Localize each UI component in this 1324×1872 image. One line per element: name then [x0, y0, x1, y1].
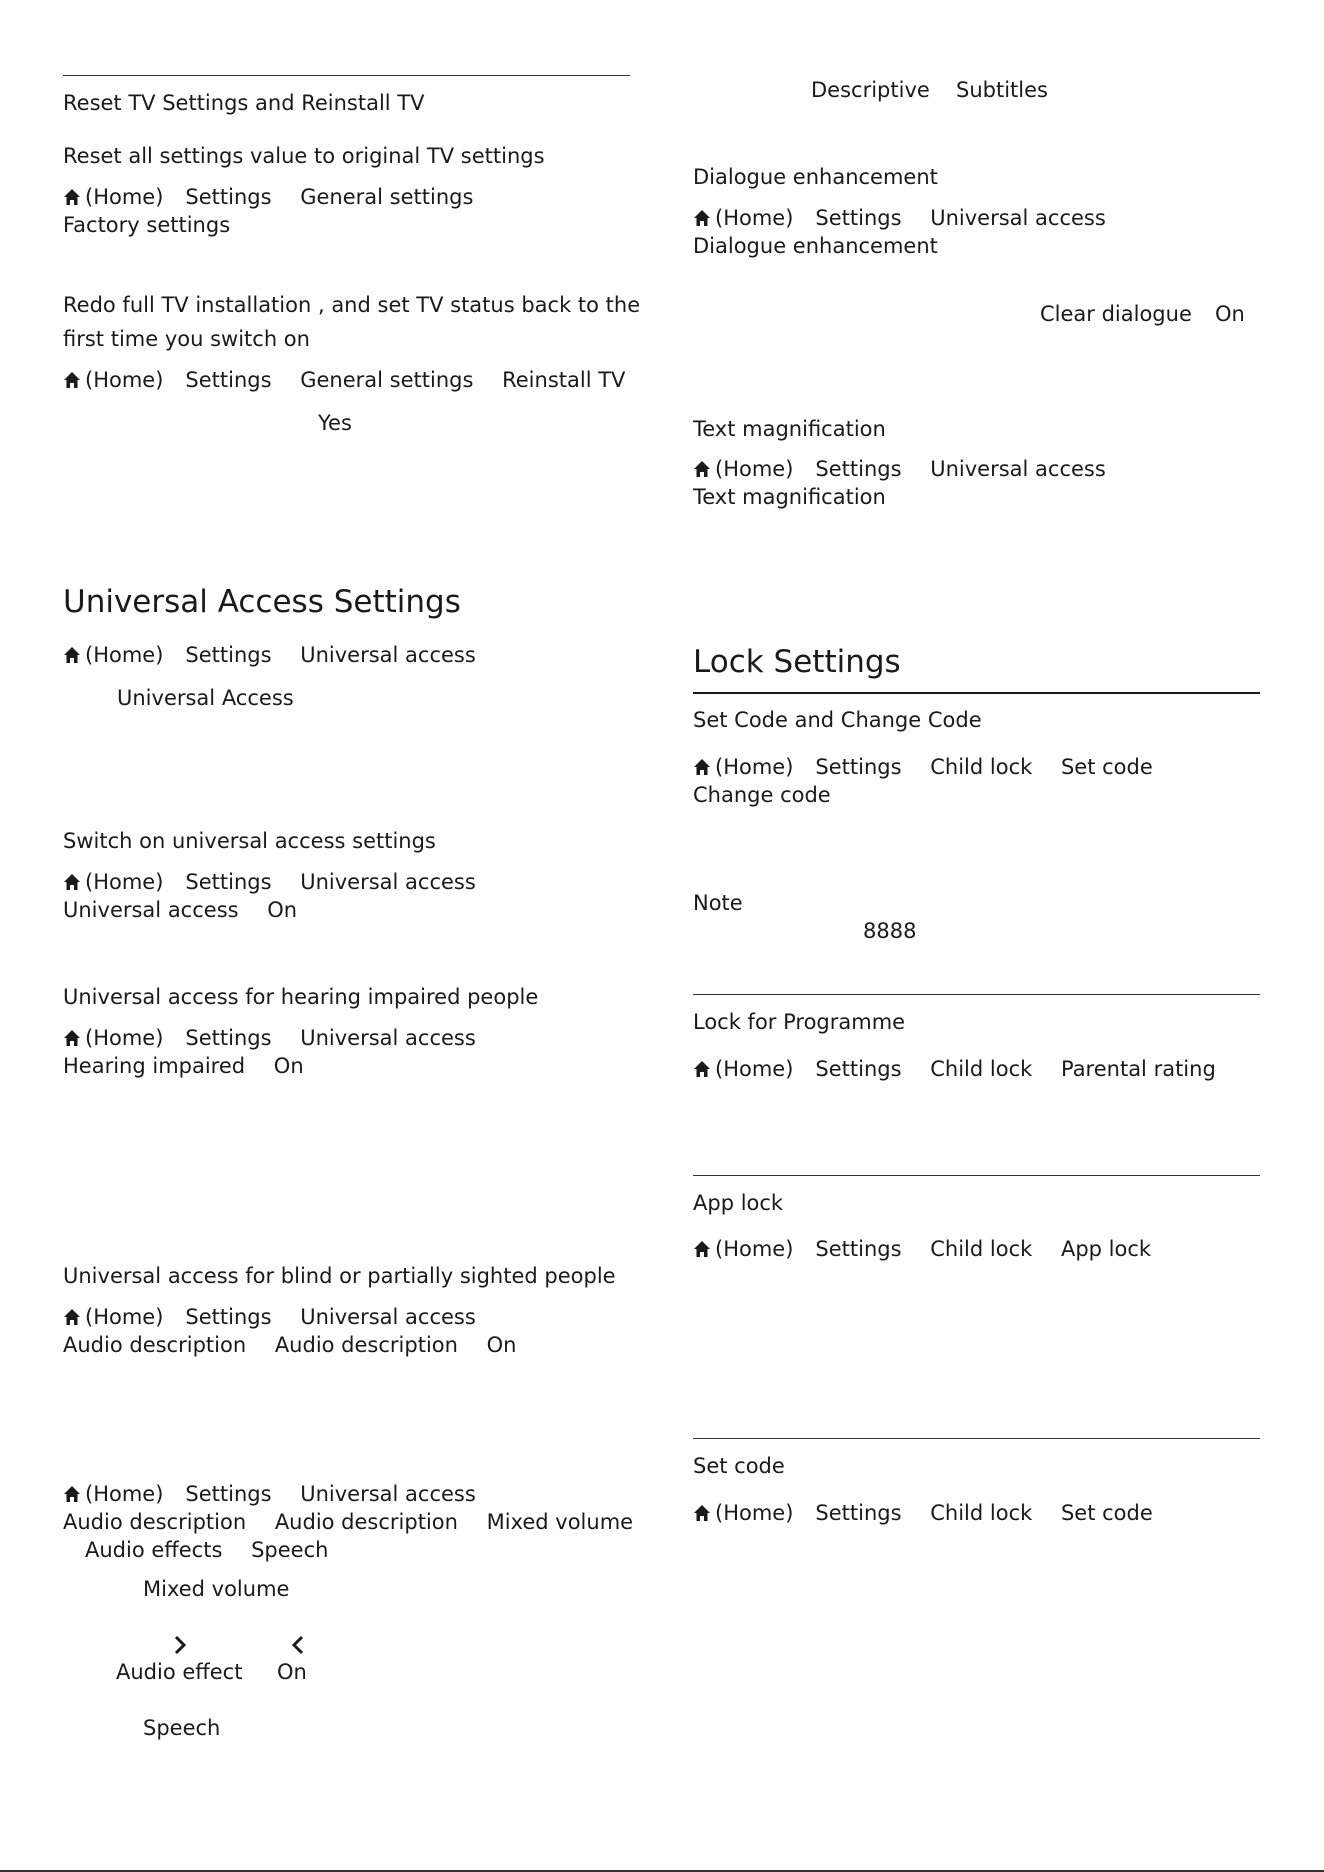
home-step [63, 1305, 163, 1329]
home-icon [63, 873, 81, 891]
lock-programme-title: Lock for Programme [693, 1010, 906, 1034]
home-step [693, 1057, 793, 1081]
hearing-impaired-title: Universal access for hearing impaired people [63, 985, 539, 1009]
home-icon [63, 646, 81, 664]
menu-path-step: Universal access [300, 1305, 476, 1329]
menu-path-hearing [63, 1024, 608, 1080]
blind-title: Universal access for blind or partially sighted people [63, 1264, 616, 1288]
menu-path-step: Universal access [930, 206, 1106, 230]
universal-access-heading: Universal Access Settings [63, 584, 461, 620]
menu-path-mixed-volume [63, 1480, 648, 1564]
home-icon [693, 209, 711, 227]
home-label: (Home) [85, 185, 164, 209]
menu-path-step: Child lock [930, 755, 1033, 779]
menu-path-text-magnification [693, 455, 1238, 511]
menu-path-dialogue [693, 204, 1238, 260]
menu-path-step: Child lock [930, 1057, 1033, 1081]
redo-text-line2: first time you switch on [63, 327, 310, 351]
menu-path-step: General settings [300, 368, 474, 392]
menu-path-step: On [267, 898, 298, 922]
menu-path-step: Factory settings [63, 213, 231, 237]
chevron-left-icon [291, 1635, 305, 1655]
menu-path-step: Audio description [274, 1333, 458, 1357]
menu-path-step: Settings [815, 1057, 902, 1081]
menu-path-step: Child lock [930, 1501, 1033, 1525]
menu-path-step: Change code [693, 783, 831, 807]
menu-path-step: Settings [815, 1237, 902, 1261]
audio-effect-on: On [277, 1660, 307, 1684]
menu-path-step: Speech [251, 1538, 329, 1562]
dialogue-enhancement-title: Dialogue enhancement [693, 165, 938, 189]
yes-option: Yes [318, 411, 352, 435]
home-label: (Home) [715, 457, 794, 481]
switch-on-title: Switch on universal access settings [63, 829, 436, 853]
menu-path-step: Universal access [930, 457, 1106, 481]
menu-path-step: App lock [1060, 1237, 1152, 1261]
divider-lock-heading [693, 692, 1260, 694]
set-code-title: Set code [693, 1454, 785, 1478]
home-label: (Home) [715, 1501, 794, 1525]
home-step [693, 1237, 793, 1261]
home-icon [63, 1029, 81, 1047]
menu-path-step: Settings [185, 643, 272, 667]
subtitles-option: Subtitles [956, 78, 1048, 102]
lock-settings-heading: Lock Settings [693, 644, 901, 680]
home-step [693, 1501, 793, 1525]
home-label: (Home) [715, 1237, 794, 1261]
home-label: (Home) [715, 755, 794, 779]
menu-path-step: Settings [185, 870, 272, 894]
divider-lock-programme [693, 994, 1260, 995]
home-step [63, 185, 163, 209]
menu-path-step: Settings [185, 185, 272, 209]
menu-path-step: Audio effects [85, 1538, 223, 1562]
menu-path-step: Settings [185, 1482, 272, 1506]
home-icon [693, 758, 711, 776]
menu-path-step: Mixed volume [486, 1510, 634, 1534]
home-label: (Home) [85, 368, 164, 392]
menu-path-step: Settings [815, 755, 902, 779]
menu-path-step: On [486, 1333, 517, 1357]
home-step [63, 870, 163, 894]
menu-path-step: General settings [300, 185, 474, 209]
menu-path-universal-access [63, 641, 653, 669]
menu-path-step: Universal access [63, 898, 239, 922]
menu-path-step: Settings [185, 1305, 272, 1329]
menu-path-step: Universal access [300, 643, 476, 667]
menu-path-blind [63, 1303, 608, 1359]
menu-path-step: Settings [815, 1501, 902, 1525]
home-icon [693, 1504, 711, 1522]
menu-path-step: Parental rating [1060, 1057, 1216, 1081]
home-label: (Home) [715, 206, 794, 230]
home-step [63, 368, 163, 392]
menu-path-step: Universal access [300, 870, 476, 894]
menu-path-parental-rating [693, 1055, 1263, 1083]
reset-title: Reset TV Settings and Reinstall TV [63, 91, 425, 115]
menu-path-step: Set code [1060, 1501, 1153, 1525]
home-label: (Home) [85, 1482, 164, 1506]
menu-path-step: Dialogue enhancement [693, 234, 938, 258]
home-label: (Home) [85, 870, 164, 894]
audio-effect-label: Audio effect [116, 1660, 243, 1684]
home-step [693, 457, 793, 481]
home-icon [693, 1060, 711, 1078]
home-icon [693, 1240, 711, 1258]
menu-path-switch-on [63, 868, 608, 924]
menu-path-step: On [273, 1054, 304, 1078]
menu-path-step: Settings [815, 457, 902, 481]
clear-dialogue-label: Clear dialogue [1040, 302, 1192, 326]
mixed-volume-label: Mixed volume [143, 1577, 290, 1601]
home-icon [63, 371, 81, 389]
home-label: (Home) [85, 643, 164, 667]
set-change-code-title: Set Code and Change Code [693, 708, 982, 732]
menu-path-step: Universal access [300, 1482, 476, 1506]
home-step [693, 206, 793, 230]
home-icon [693, 460, 711, 478]
home-step [63, 1482, 163, 1506]
default-code: 8888 [863, 919, 917, 943]
menu-path-step: Audio description [63, 1333, 247, 1357]
divider-top-left [63, 75, 630, 76]
menu-path-set-code [693, 1499, 1263, 1527]
menu-path-step: Audio description [274, 1510, 458, 1534]
home-step [63, 643, 163, 667]
menu-path-step: Set code [1060, 755, 1153, 779]
menu-path-reinstall [63, 366, 653, 394]
menu-path-step: Audio description [63, 1510, 247, 1534]
speech-label: Speech [143, 1716, 221, 1740]
app-lock-title: App lock [693, 1191, 784, 1215]
reset-all-text: Reset all settings value to original TV settings [63, 144, 545, 168]
menu-path-step: Universal access [300, 1026, 476, 1050]
menu-path-step: Text magnification [693, 485, 886, 509]
universal-access-label: Universal Access [117, 686, 294, 710]
home-icon [63, 1308, 81, 1326]
home-label: (Home) [715, 1057, 794, 1081]
note-label: Note [693, 891, 743, 915]
home-icon [63, 188, 81, 206]
menu-path-step: Settings [815, 206, 902, 230]
menu-path-step: Hearing impaired [63, 1054, 246, 1078]
menu-path-factory [63, 183, 603, 239]
divider-set-code [693, 1438, 1260, 1439]
menu-path-app-lock [693, 1235, 1263, 1263]
menu-path-step: Settings [185, 1026, 272, 1050]
descriptive-option: Descriptive [811, 78, 930, 102]
menu-path-set-change-code [693, 753, 1263, 809]
divider-app-lock [693, 1175, 1260, 1176]
menu-path-step: Settings [185, 368, 272, 392]
menu-path-step: Reinstall TV [502, 368, 626, 392]
home-label: (Home) [85, 1026, 164, 1050]
home-step [693, 755, 793, 779]
chevron-right-icon [173, 1635, 187, 1655]
home-step [63, 1026, 163, 1050]
home-icon [63, 1485, 81, 1503]
home-label: (Home) [85, 1305, 164, 1329]
clear-dialogue-on: On [1215, 302, 1245, 326]
menu-path-step: Child lock [930, 1237, 1033, 1261]
redo-text-line1: Redo full TV installation , and set TV status back to the [63, 293, 641, 317]
text-magnification-title: Text magnification [693, 417, 886, 441]
